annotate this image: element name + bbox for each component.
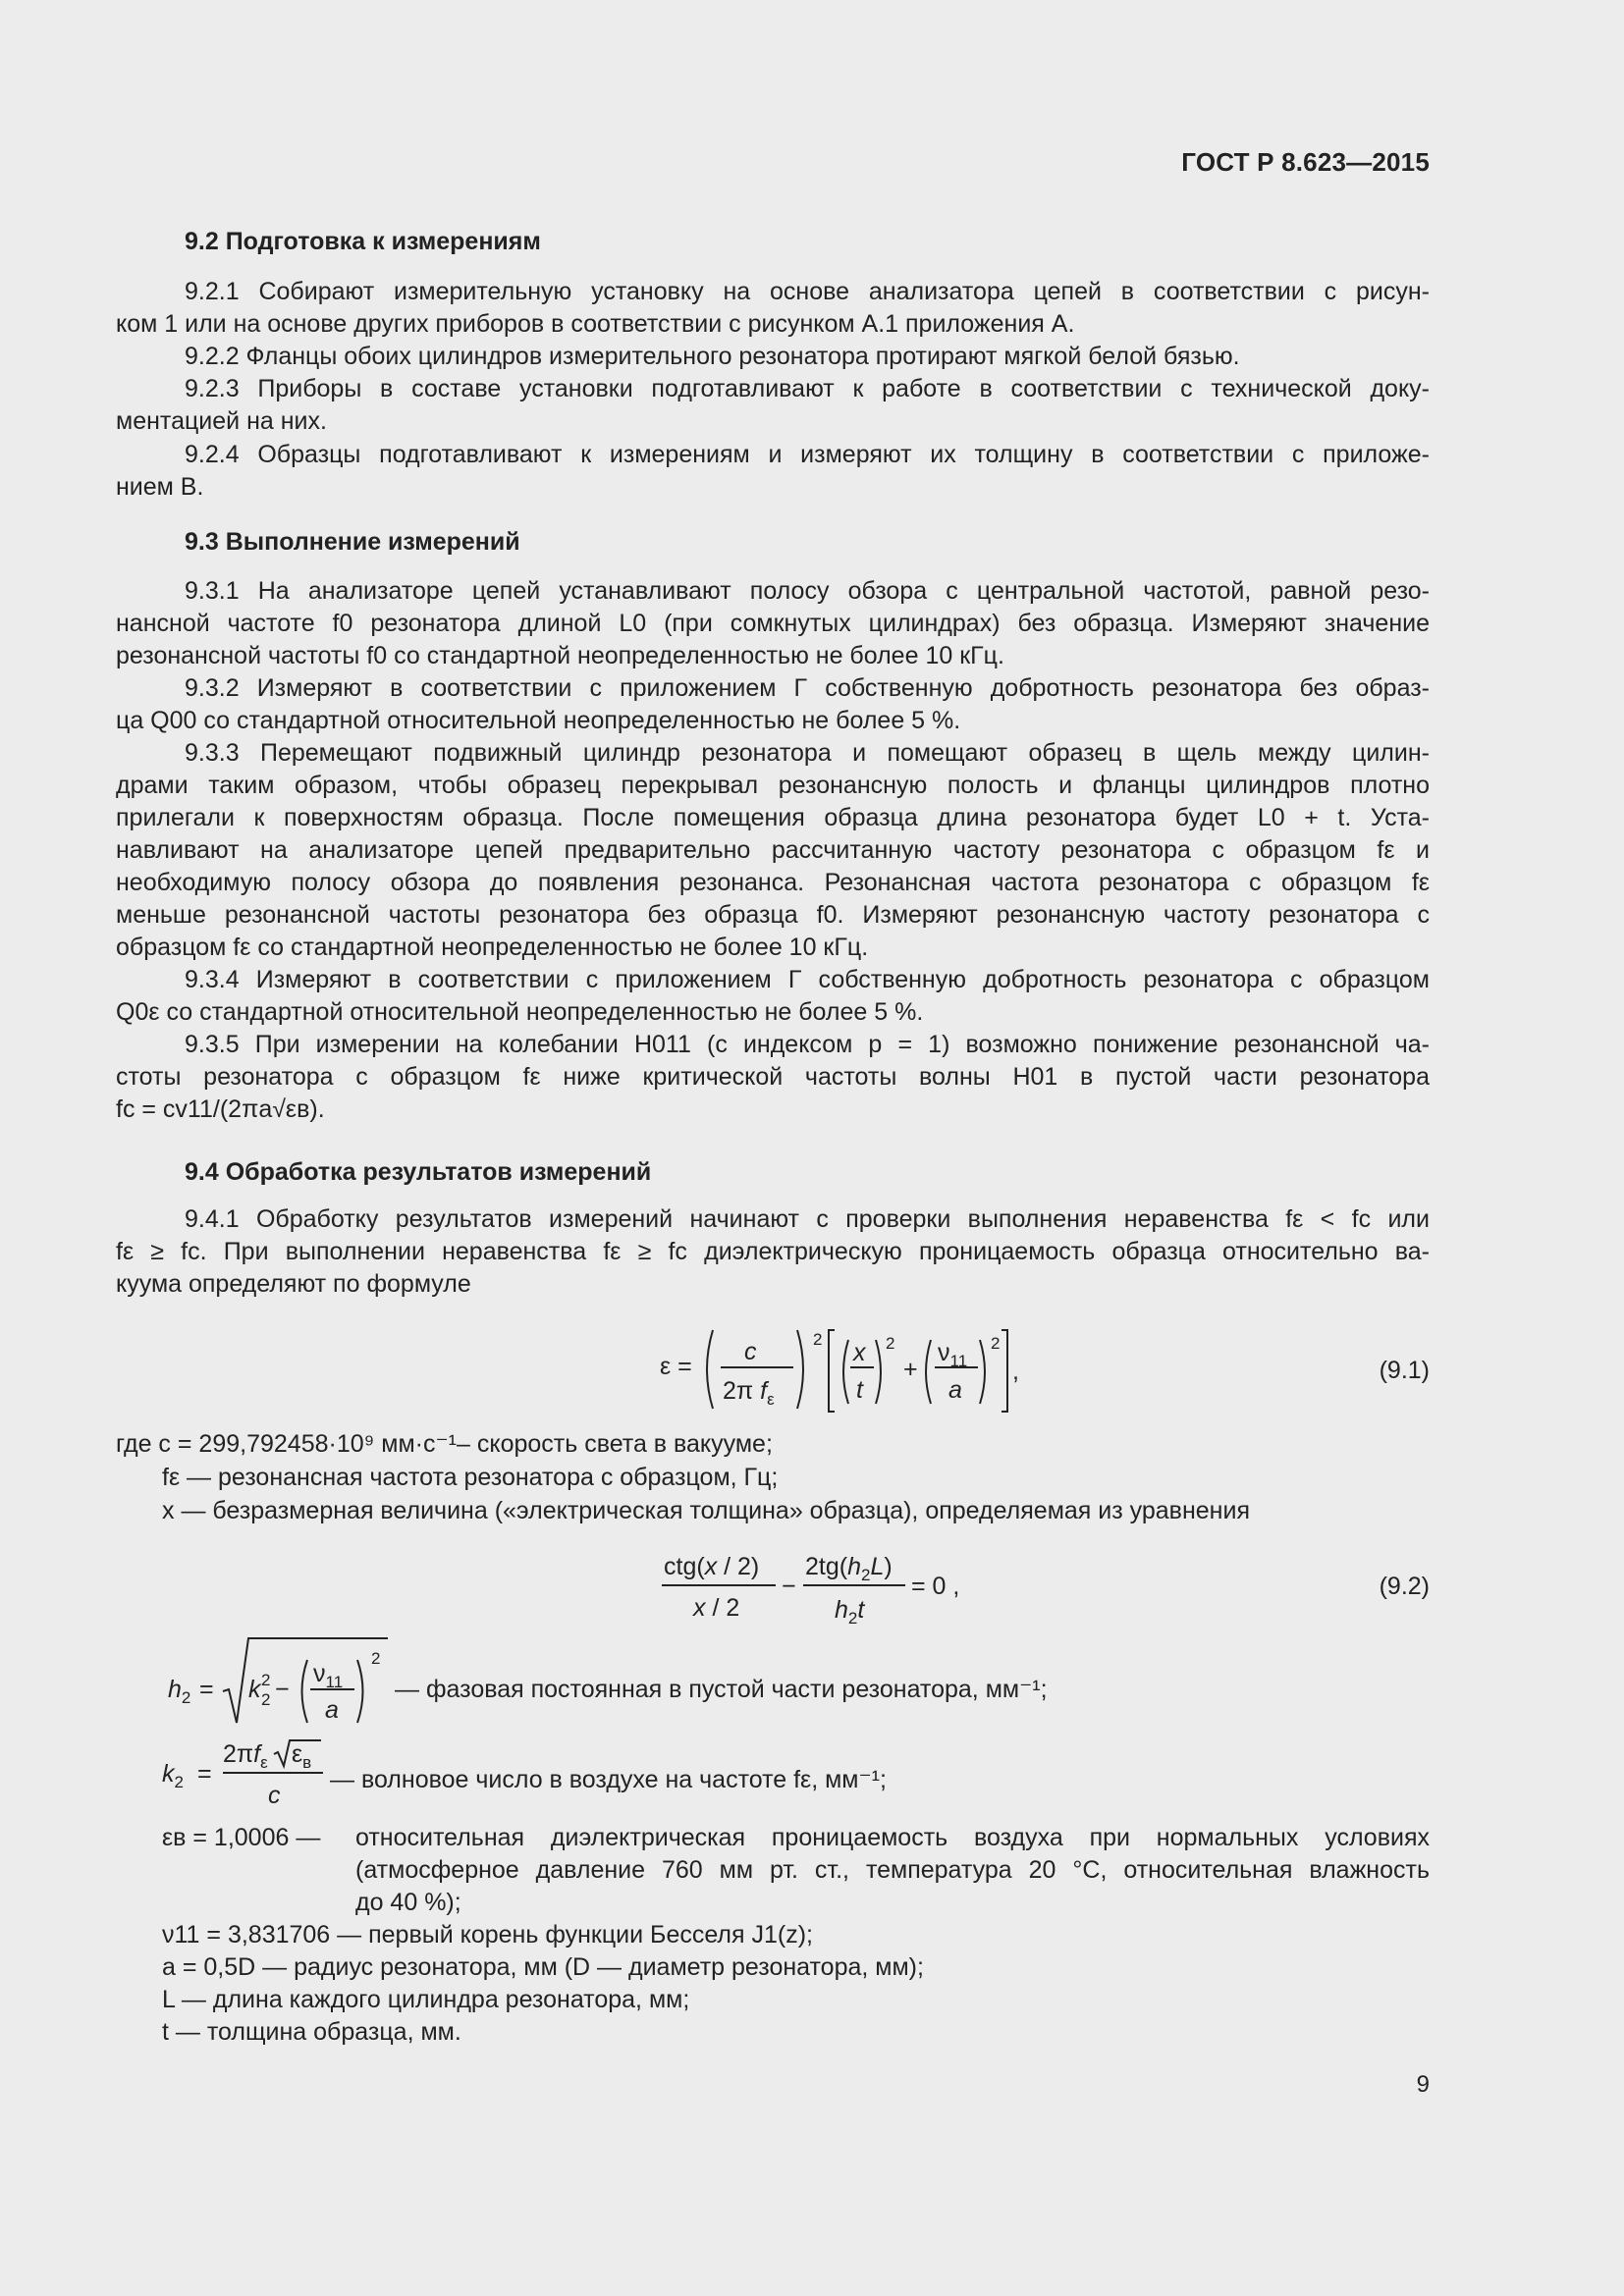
page-number: 9 <box>1416 2071 1430 2098</box>
def-x: x — безразмерная величина («электрическая толщина» образца), определяемая из уравнения <box>162 1497 1250 1524</box>
svg-text:2tg(h2L): $2tg(h_2L)$ <box>805 1553 893 1584</box>
svg-text:x: x <box>853 1339 866 1366</box>
formula-9-1 <box>656 1315 1049 1423</box>
svg-text:h2t: $h_2t$ <box>835 1596 865 1628</box>
formula-9-2 <box>658 1541 972 1629</box>
para-9-2-4: 9.2.4 Образцы подготавливают к измерениям и измеряют их толщину в соответствии с приложе- нием В. <box>116 441 1430 501</box>
standard-number: ГОСТ Р 8.623—2015 <box>1181 147 1430 177</box>
para-9-2-1: 9.2.1 Собирают измерительную установку на основе анализатора цепей в соответствии с рисун- ком 1 или на основе других приборов в соответствии с рисунком А.1 приложения А. <box>116 278 1430 338</box>
svg-text:2π fε: 2π $f_\varepsilon$ <box>723 1377 775 1409</box>
para-9-2-2: 9.2.2 Фланцы обоих цилиндров измерительного резонатора протирают мягкой белой бязью. <box>185 343 1240 370</box>
svg-text:2: 2 <box>261 1690 271 1709</box>
svg-text:=: = <box>197 1760 212 1788</box>
svg-text:a: a <box>948 1376 962 1404</box>
svg-text:k: k <box>248 1676 261 1703</box>
svg-text:c: c <box>268 1782 281 1809</box>
svg-text:2πfε: $2\pi f_\varepsilon$ <box>223 1740 268 1772</box>
def-thickness: t — толщина образца, мм. <box>162 2018 461 2046</box>
para-9-3-5: 9.3.5 При измерении на колебании H011 (с индексом p = 1) возможно понижение резонансной ча- стоты резонатора с образцом fε ниже критической частоты волны H01 в пустой части резонатора fc = cv11/(2πa√εв). <box>116 1031 1430 1123</box>
svg-text:ν11: $\nu_{11}$ <box>313 1660 344 1691</box>
svg-text:ctg(x / 2): ctg(x / 2) <box>664 1553 760 1580</box>
svg-text:−: − <box>782 1573 796 1600</box>
svg-text:a: a <box>325 1696 339 1724</box>
svg-text:2: 2 <box>813 1330 823 1349</box>
para-9-3-4: 9.3.4 Измеряют в соответствии с приложением Г собственную добротность резонатора с образцом Q0ε со стандартной относительной неопределенностью не более 5 %. <box>116 966 1430 1026</box>
formula-h2 <box>162 1634 398 1733</box>
svg-text:+: + <box>903 1356 918 1383</box>
def-radius: a = 0,5D — радиус резонатора, мм (D — диаметр резонатора, мм); <box>162 1953 924 1981</box>
def-eps-air-line2: (атмосферное давление 760 мм рт. ст., температура 20 °С, относительная влажность <box>355 1856 1430 1884</box>
svg-text:= 0 ,: = 0 , <box>911 1573 960 1600</box>
svg-text:t: t <box>856 1376 863 1404</box>
def-eps-air-symbol: εв = 1,0006 — <box>162 1824 321 1851</box>
para-9-3-2: 9.3.2 Измеряют в соответствии с приложением Г собственную добротность резонатора без образ- ца Q00 со стандартной относительной неопределенностью не более 5 %. <box>116 674 1430 734</box>
para-9-2-3: 9.2.3 Приборы в составе установки подготавливают к работе в соответствии с технической доку- ментацией на них. <box>116 375 1430 435</box>
para-9-3-1: 9.3.1 На анализаторе цепей устанавливают полосу обзора с центральной частотой, равной резо- нансной частоте f0 резонатора длиной L0 (при сомкнутых цилиндрах) без образца. Измеряют значение резонансной частоты f0 со стандартной неопределенностью не более 10 кГц. <box>116 577 1430 669</box>
svg-text:x / 2: x / 2 <box>693 1594 740 1622</box>
section-9-2-heading: 9.2 Подготовка к измерениям <box>185 228 541 255</box>
def-f-epsilon: fε — резонансная частота резонатора с образцом, Гц; <box>162 1464 779 1491</box>
svg-text:,: , <box>1012 1358 1019 1385</box>
def-k2: — волновое число в воздухе на частоте fε, мм⁻¹; <box>330 1766 887 1793</box>
para-9-4-1: 9.4.1 Обработку результатов измерений начинают с проверки выполнения неравенства fε < fc или fε ≥ fc. При выполнении неравенства fε ≥ fc диэлектрическую проницаемость образца относительно ва- куума определяют по формуле <box>116 1205 1430 1298</box>
para-9-3-3: 9.3.3 Перемещают подвижный цилиндр резонатора и помещают образец в щель между цилин- драми таким образом, чтобы образец перекрывал резонансную полость и фланцы цилиндров плотно прилегали к поверхностям образца. После помещения образца длина резонатора будет L0 + t. Уста- навливают на анализаторе цепей предварительно рассчитанную частоту резонатора с образцом fε и необходимую полосу обзора до появления резонанса. Резонансная частота резонатора с образцом fε меньше резонансной частоты резонатора без образца f0. Измеряют резонансную частоту резонатора с образцом fε со стандартной неопределенностью не более 10 кГц. <box>116 739 1430 961</box>
svg-text:k2: $k_2$ <box>162 1760 184 1791</box>
def-eps-air-line3: до 40 %); <box>355 1889 461 1916</box>
svg-text:2: 2 <box>886 1334 895 1353</box>
svg-text:ν11: $\nu_{11}$ <box>938 1339 968 1370</box>
equation-number-9-1: (9.1) <box>1379 1357 1430 1384</box>
def-length: L — длина каждого цилиндра резонатора, мм; <box>162 1986 690 2013</box>
svg-text:=: = <box>199 1676 214 1703</box>
svg-text:h2: $h_2$ <box>168 1676 191 1707</box>
def-speed-of-light: где c = 299,792458·10⁹ мм·c⁻¹– скорость света в вакууме; <box>116 1430 773 1458</box>
svg-text:2: 2 <box>991 1334 1001 1353</box>
equation-number-9-2: (9.2) <box>1379 1573 1430 1600</box>
svg-text:2: 2 <box>261 1671 271 1689</box>
def-nu11: ν11 = 3,831706 — первый корень функции Бесселя J1(z); <box>162 1921 814 1949</box>
def-eps-air-line1: относительная диэлектрическая проницаемость воздуха при нормальных условиях <box>355 1824 1430 1851</box>
svg-text:−: − <box>275 1676 290 1703</box>
def-h2: — фазовая постоянная в пустой части резонатора, мм⁻¹; <box>395 1676 1048 1703</box>
section-9-4-heading: 9.4 Обработка результатов измерений <box>185 1158 652 1186</box>
svg-text:εв: $\varepsilon_в$ <box>292 1740 312 1772</box>
svg-text:ε =: ε = <box>660 1353 692 1380</box>
section-9-3-heading: 9.3 Выполнение измерений <box>185 528 520 556</box>
svg-text:c: c <box>744 1338 757 1365</box>
svg-text:2: 2 <box>371 1649 381 1668</box>
